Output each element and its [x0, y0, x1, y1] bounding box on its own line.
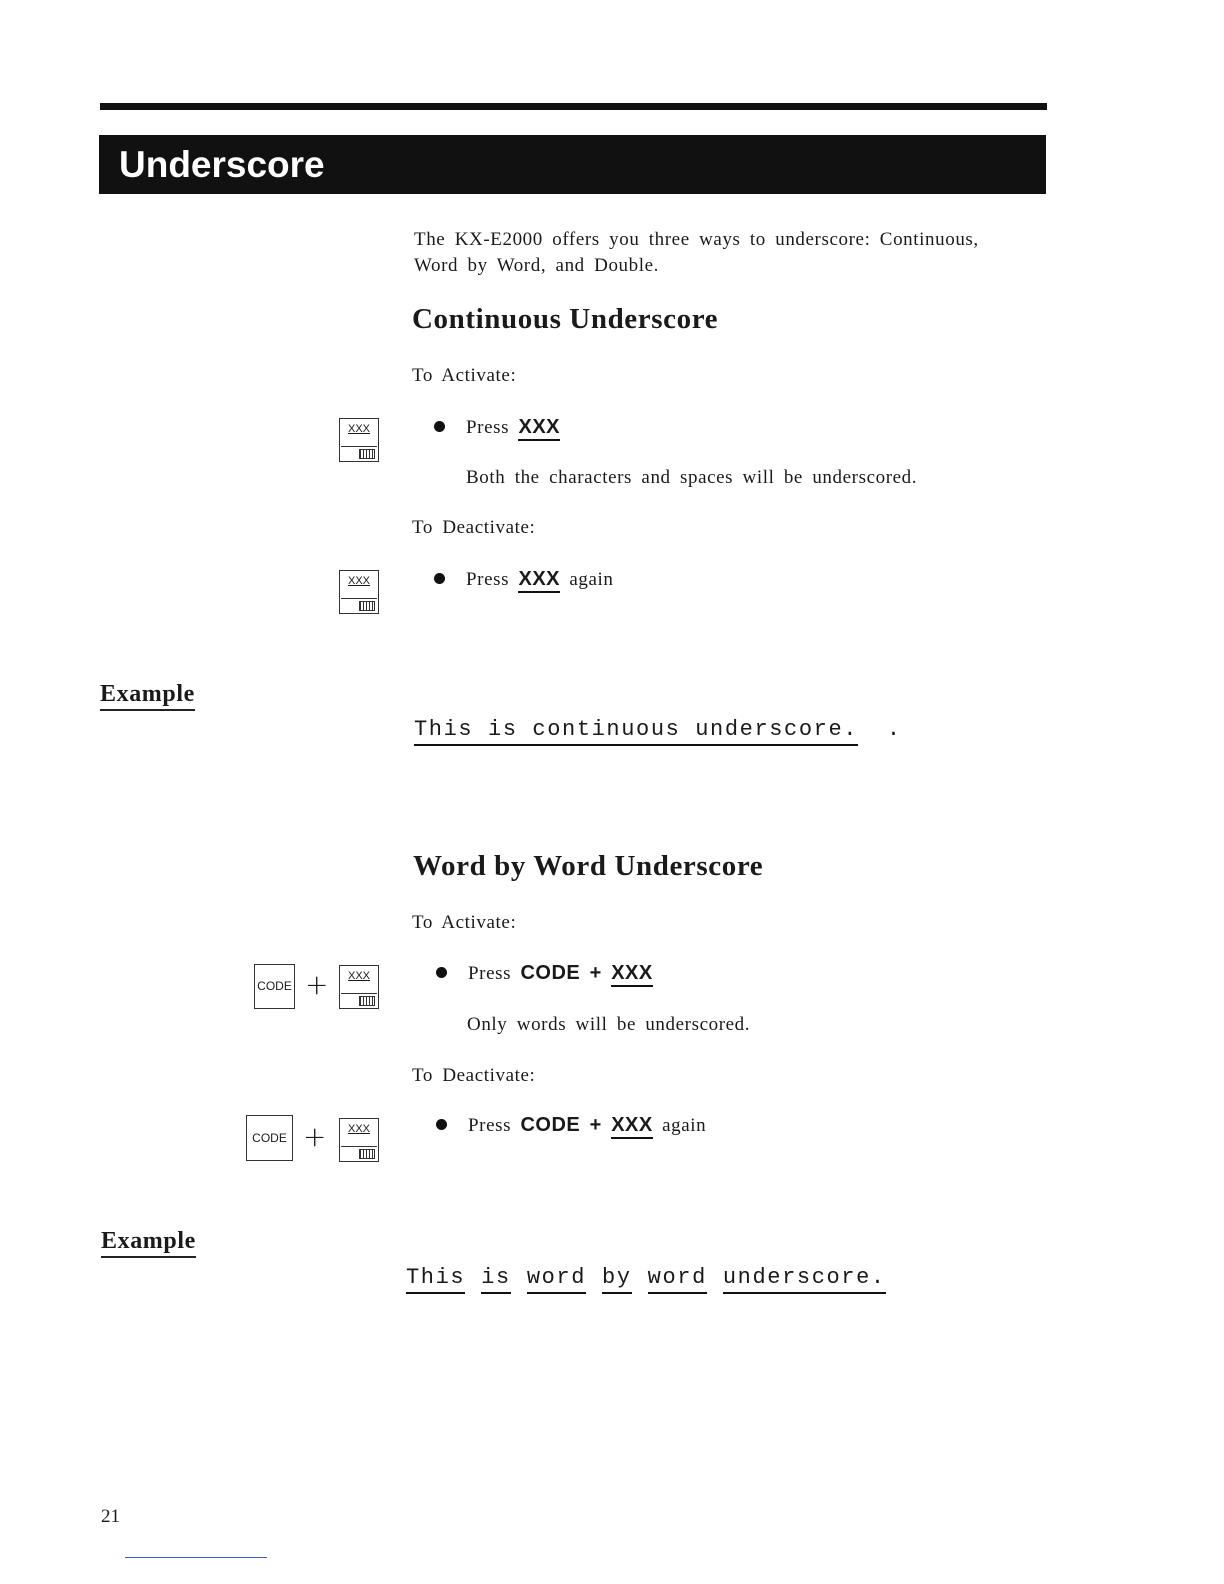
word-activate-label: To Activate:: [412, 912, 517, 933]
page-title: Underscore: [99, 135, 1046, 194]
example-word: word: [648, 1265, 707, 1294]
underscore-key-label: XXX: [347, 1123, 370, 1135]
underscore-key-icon: [339, 570, 379, 614]
continuous-activate-note: Both the characters and spaces will be underscored.: [466, 467, 918, 488]
continuous-activate-step: Press XXX: [466, 414, 560, 441]
example-word: is: [481, 1265, 511, 1294]
code-key-ref: CODE: [520, 1114, 581, 1136]
word-heading: Word by Word Underscore: [413, 850, 764, 882]
key-legend-row: [341, 1146, 377, 1160]
key-legend-glyph: [359, 449, 375, 459]
plus-ref: +: [589, 962, 602, 984]
key-legend-row: [341, 598, 377, 612]
example-label: Example: [101, 1227, 196, 1258]
underscore-key-icon: [339, 418, 379, 462]
example-word: This: [406, 1265, 465, 1294]
intro-line-1: The KX-E2000 offers you three ways to underscore: Continuous,: [414, 229, 979, 250]
underscore-key-icon: [339, 965, 379, 1009]
example-word: underscore.: [723, 1265, 886, 1294]
bullet-icon: [434, 421, 445, 432]
continuous-heading: Continuous Underscore: [412, 303, 719, 335]
intro-line-2: Word by Word, and Double.: [414, 255, 660, 276]
key-legend-glyph: [359, 996, 375, 1006]
key-legend-glyph: [359, 1149, 375, 1159]
word-deactivate-label: To Deactivate:: [412, 1065, 536, 1086]
continuous-deactivate-label: To Deactivate:: [412, 517, 536, 538]
key-legend-glyph: [359, 601, 375, 611]
underscore-key-ref: XXX: [611, 962, 653, 987]
key-legend-row: [341, 993, 377, 1007]
continuous-example-trailing: .: [886, 717, 902, 742]
continuous-activate-label: To Activate:: [412, 365, 517, 386]
code-key-ref: CODE: [520, 962, 581, 984]
word-deactivate-step: Press CODE + XXX again: [468, 1112, 706, 1139]
footer-rule: [125, 1557, 267, 1558]
underscore-key-label: XXX: [347, 423, 370, 435]
continuous-deactivate-step: Press XXX again: [466, 566, 614, 593]
example-word: word: [527, 1265, 586, 1294]
example-label: Example: [100, 680, 195, 711]
word-activate-step: Press CODE + XXX: [468, 960, 653, 987]
continuous-example: [414, 717, 902, 742]
underscore-key-ref: XXX: [518, 416, 560, 441]
plus-icon: +: [303, 1120, 327, 1153]
key-legend-row: [341, 446, 377, 460]
page-number: 21: [101, 1506, 120, 1527]
continuous-example-text: This is continuous underscore.: [414, 717, 858, 746]
underscore-key-label: XXX: [347, 575, 370, 587]
bullet-icon: [434, 573, 445, 584]
underscore-key-ref: XXX: [611, 1114, 653, 1139]
underscore-key-icon: [339, 1118, 379, 1162]
code-key-icon: CODE: [246, 1115, 293, 1161]
word-example: [406, 1265, 886, 1290]
bullet-icon: [436, 1119, 447, 1130]
word-activate-note: Only words will be underscored.: [467, 1014, 751, 1035]
top-rule: [100, 103, 1047, 110]
example-word: by: [602, 1265, 632, 1294]
plus-icon: +: [305, 968, 329, 1001]
underscore-key-ref: XXX: [518, 568, 560, 593]
plus-ref: +: [589, 1114, 602, 1136]
code-key-icon: CODE: [254, 964, 295, 1009]
bullet-icon: [436, 967, 447, 978]
underscore-key-label: XXX: [347, 970, 370, 982]
